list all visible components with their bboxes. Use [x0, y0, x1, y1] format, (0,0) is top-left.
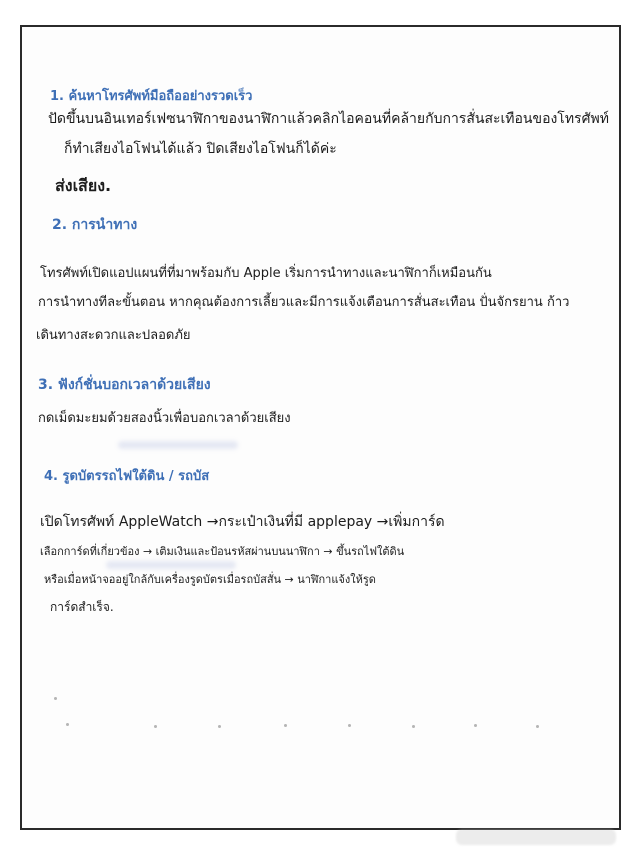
ink-smudge	[118, 441, 238, 449]
section-4-line-1: เปิดโทรศัพท์ AppleWatch →กระเป๋าเงินที่มี applepay →เพิ่มการ์ด	[40, 514, 445, 530]
scan-speck	[154, 725, 157, 728]
section-1-line-2: ก็ทำเสียงไอโฟนได้แล้ว ปิดเสียงไอโฟนก็ได้ค่ะ	[64, 141, 337, 157]
ink-smudge	[106, 561, 236, 569]
section-1-heading: 1. ค้นหาโทรศัพท์มือถืออย่างรวดเร็ว	[50, 89, 253, 104]
scan-speck	[54, 697, 57, 700]
section-4-line-3: หรือเมื่อหน้าจออยู่ใกล้กับเครื่องรูดบัตรเมื่อรถบัสสั่น → นาฬิกาแจ้งให้รูด	[44, 573, 376, 586]
watermark	[456, 829, 616, 845]
scan-speck	[348, 724, 351, 727]
scan-speck	[536, 725, 539, 728]
section-1-line-3: ส่งเสียง.	[55, 176, 112, 195]
scan-speck	[284, 724, 287, 727]
scan-speck	[412, 725, 415, 728]
section-3-heading: 3. ฟังก์ชั่นบอกเวลาด้วยเสียง	[38, 377, 211, 393]
section-4-line-4: การ์ดสำเร็จ.	[50, 600, 114, 614]
section-2-line-2: การนำทางทีละขั้นตอน หากคุณต้องการเลี้ยวและมีการแจ้งเตือนการสั่นสะเทือน ปั่นจักรยาน ก้าว	[38, 295, 570, 310]
scan-speck	[218, 725, 221, 728]
scan-speck	[66, 723, 69, 726]
section-1-line-1: ปัดขึ้นบนอินเทอร์เฟซนาฬิกาของนาฬิกาแล้วคลิกไอคอนที่คล้ายกับการสั่นสะเทือนของโทรศัพท์	[48, 111, 609, 127]
section-4-line-2: เลือกการ์ดที่เกี่ยวข้อง → เติมเงินและป้อนรหัสผ่านบนนาฬิกา → ขึ้นรถไฟใต้ดิน	[40, 545, 405, 558]
section-3-line-1: กดเม็ดมะยมด้วยสองนิ้วเพื่อบอกเวลาด้วยเสียง	[38, 411, 291, 426]
scan-speck	[474, 724, 477, 727]
section-2-line-1: โทรศัพท์เปิดแอปแผนที่ที่มาพร้อมกับ Apple เริ่มการนำทางและนาฬิกาก็เหมือนกัน	[40, 266, 492, 281]
section-2-heading: 2. การนำทาง	[52, 217, 138, 233]
section-2-line-3: เดินทางสะดวกและปลอดภัย	[36, 328, 191, 343]
document-page	[20, 25, 621, 830]
section-4-heading: 4. รูดบัตรรถไฟใต้ดิน / รถบัส	[44, 469, 210, 484]
